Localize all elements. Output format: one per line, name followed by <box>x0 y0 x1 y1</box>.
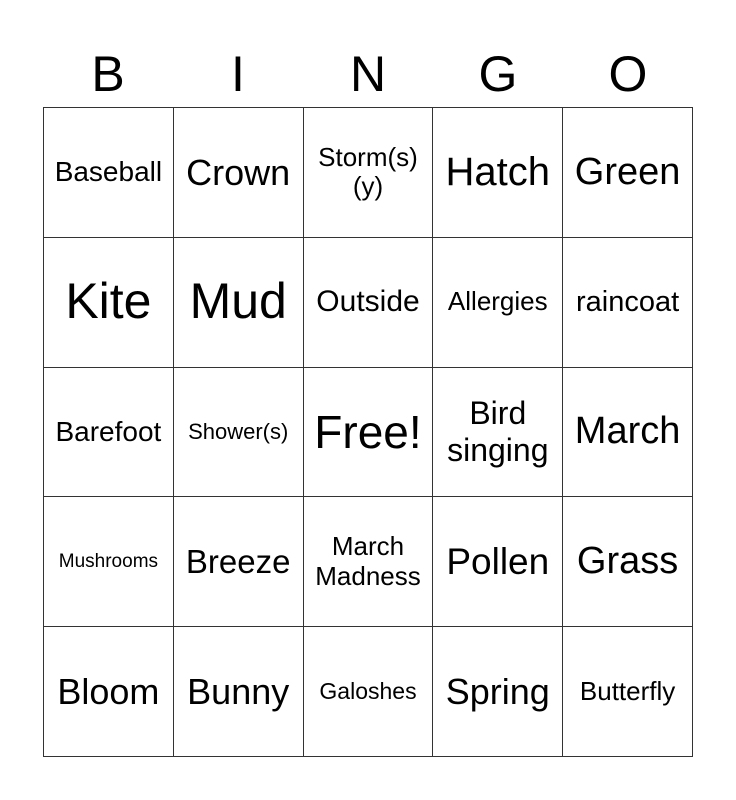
bingo-cell[interactable] <box>304 497 434 627</box>
cell-text: Baseball <box>54 156 163 188</box>
cell-text: Breeze <box>185 542 291 580</box>
bingo-cell[interactable] <box>44 108 174 238</box>
bingo-cell[interactable] <box>563 108 693 238</box>
cell-text: Storm(s) (y) <box>318 141 418 202</box>
cell-text: Bloom <box>57 670 160 712</box>
header-letter-b: B <box>91 46 125 102</box>
cell-text: Hatch <box>445 150 551 195</box>
bingo-cell[interactable] <box>433 497 563 627</box>
cell-text: Barefoot <box>55 415 162 447</box>
cell-text: raincoat <box>576 285 680 318</box>
bingo-cell[interactable] <box>433 627 563 757</box>
bingo-cell[interactable] <box>44 238 174 368</box>
bingo-cell[interactable] <box>304 238 434 368</box>
bingo-header <box>43 40 693 108</box>
cell-text: Galoshes <box>319 678 417 705</box>
bingo-cell[interactable] <box>44 497 174 627</box>
cell-text: Mushrooms <box>58 550 159 572</box>
bingo-cell[interactable] <box>304 627 434 757</box>
cell-text: Green <box>574 150 681 193</box>
cell-text: Mud <box>189 273 287 330</box>
bingo-cell[interactable] <box>174 368 304 498</box>
bingo-cell[interactable] <box>44 627 174 757</box>
cell-text: Shower(s) <box>188 419 289 445</box>
bingo-cell[interactable] <box>174 497 304 627</box>
cell-text: Free! <box>314 405 422 458</box>
cell-text: Allergies <box>447 286 548 317</box>
cell-text: Kite <box>65 273 152 330</box>
bingo-cell[interactable] <box>174 108 304 238</box>
header-letter-i: I <box>231 46 245 102</box>
bingo-cell[interactable] <box>174 238 304 368</box>
header-letter-g: G <box>478 46 518 102</box>
bingo-cell[interactable] <box>433 238 563 368</box>
bingo-cell[interactable] <box>563 497 693 627</box>
bingo-board <box>43 107 693 757</box>
cell-text: Outside <box>316 284 420 318</box>
cell-text: Spring <box>445 670 550 712</box>
bingo-cell[interactable] <box>44 368 174 498</box>
bingo-cell[interactable] <box>174 627 304 757</box>
cell-text: Crown <box>186 151 291 193</box>
bingo-cell[interactable] <box>563 368 693 498</box>
bingo-cell[interactable] <box>433 368 563 498</box>
cell-text: Butterfly <box>579 675 676 706</box>
cell-text: Pollen <box>446 540 550 582</box>
cell-text: Bunny <box>187 670 290 712</box>
cell-text: March Madness <box>315 530 421 591</box>
cell-text: Grass <box>576 539 679 582</box>
bingo-cell[interactable] <box>304 108 434 238</box>
header-letter-n: N <box>349 46 387 102</box>
cell-text: Bird singing <box>447 395 549 468</box>
bingo-cell[interactable] <box>563 238 693 368</box>
bingo-cell[interactable] <box>563 627 693 757</box>
cell-text: March <box>574 410 681 453</box>
free-space-cell[interactable] <box>304 368 434 498</box>
header-letter-o: O <box>608 46 648 102</box>
bingo-cell[interactable] <box>433 108 563 238</box>
